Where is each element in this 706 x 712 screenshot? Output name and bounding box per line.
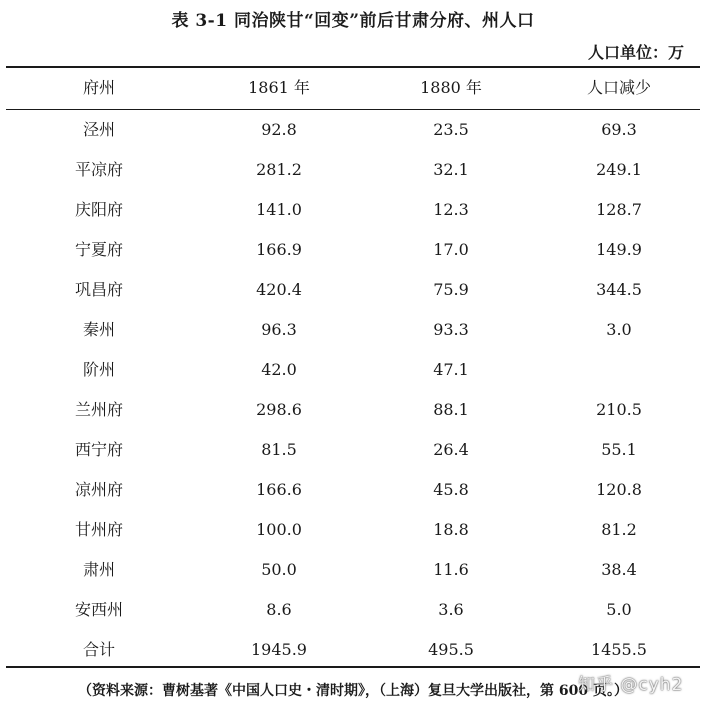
cell-prefecture: 庆阳府 bbox=[74, 200, 123, 219]
cell-prefecture: 西宁府 bbox=[74, 440, 123, 459]
cell-prefecture: 宁夏府 bbox=[74, 240, 123, 259]
cell-decrease: 149.9 bbox=[596, 240, 642, 259]
cell-1861: 92.8 bbox=[261, 120, 297, 139]
cell-prefecture: 肃州 bbox=[82, 560, 115, 579]
cell-prefecture: 兰州府 bbox=[74, 400, 123, 419]
table-row bbox=[6, 516, 700, 556]
cell-1880: 17.0 bbox=[433, 240, 469, 259]
cell-1880: 23.5 bbox=[433, 120, 469, 139]
cell-1861: 298.6 bbox=[256, 400, 302, 419]
cell-1880: 3.6 bbox=[438, 600, 464, 619]
cell-decrease: 38.4 bbox=[601, 560, 637, 579]
cell-1861: 1945.9 bbox=[251, 640, 307, 659]
cell-1861: 141.0 bbox=[256, 200, 302, 219]
cell-decrease: 210.5 bbox=[596, 400, 642, 419]
cell-prefecture: 合计 bbox=[82, 640, 115, 659]
table-body bbox=[6, 116, 700, 676]
source-note: （资料来源：曹树基著《中国人口史・清时期》，（上海）复旦大学出版社，第 600 页。） bbox=[78, 683, 628, 699]
cell-1880: 18.8 bbox=[433, 520, 469, 539]
header-prefecture: 府州 bbox=[82, 78, 115, 97]
cell-1861: 81.5 bbox=[261, 440, 297, 459]
table-row bbox=[6, 476, 700, 516]
cell-decrease: 344.5 bbox=[596, 280, 642, 299]
header-decrease: 人口减少 bbox=[586, 78, 651, 97]
cell-1861: 420.4 bbox=[256, 280, 302, 299]
cell-1861: 166.6 bbox=[256, 480, 302, 499]
table-row bbox=[6, 356, 700, 396]
header-1861: 1861 年 bbox=[248, 78, 310, 97]
table-row bbox=[6, 276, 700, 316]
cell-prefecture: 秦州 bbox=[82, 320, 115, 339]
cell-decrease: 128.7 bbox=[596, 200, 642, 219]
table-row bbox=[6, 596, 700, 636]
table-row bbox=[6, 436, 700, 476]
cell-1880: 32.1 bbox=[433, 160, 469, 179]
cell-1861: 166.9 bbox=[256, 240, 302, 259]
header-rule bbox=[6, 109, 700, 110]
cell-decrease: 3.0 bbox=[606, 320, 632, 339]
table-row bbox=[6, 396, 700, 436]
cell-1880: 75.9 bbox=[433, 280, 469, 299]
cell-decrease: 249.1 bbox=[596, 160, 642, 179]
watermark: 知乎 @cyh2 bbox=[578, 675, 684, 695]
cell-decrease: 1455.5 bbox=[591, 640, 647, 659]
table-row bbox=[6, 556, 700, 596]
cell-decrease: 69.3 bbox=[601, 120, 637, 139]
cell-1880: 11.6 bbox=[433, 560, 469, 579]
top-rule bbox=[6, 66, 700, 68]
cell-1861: 100.0 bbox=[256, 520, 302, 539]
cell-1880: 26.4 bbox=[433, 440, 469, 459]
cell-1861: 281.2 bbox=[256, 160, 302, 179]
cell-1880: 47.1 bbox=[433, 360, 469, 379]
cell-decrease: 81.2 bbox=[601, 520, 637, 539]
table-row bbox=[6, 236, 700, 276]
cell-1880: 495.5 bbox=[428, 640, 474, 659]
cell-prefecture: 凉州府 bbox=[74, 480, 123, 499]
table-row bbox=[6, 196, 700, 236]
cell-decrease: 5.0 bbox=[606, 600, 632, 619]
cell-decrease: 120.8 bbox=[596, 480, 642, 499]
table-row bbox=[6, 116, 700, 156]
cell-decrease: 55.1 bbox=[601, 440, 637, 459]
cell-1861: 8.6 bbox=[266, 600, 292, 619]
header-1880: 1880 年 bbox=[420, 78, 482, 97]
table-row bbox=[6, 156, 700, 196]
cell-prefecture: 巩昌府 bbox=[74, 280, 123, 299]
cell-1880: 45.8 bbox=[433, 480, 469, 499]
cell-prefecture: 泾州 bbox=[82, 120, 115, 139]
cell-1861: 42.0 bbox=[261, 360, 297, 379]
table-title: 表 3-1 同治陕甘“回变”前后甘肃分府、州人口 bbox=[171, 11, 535, 31]
unit-label: 人口单位：万 bbox=[587, 43, 684, 62]
cell-1861: 50.0 bbox=[261, 560, 297, 579]
table-header bbox=[6, 70, 700, 108]
cell-prefecture: 阶州 bbox=[82, 360, 115, 379]
cell-1880: 93.3 bbox=[433, 320, 469, 339]
cell-1880: 88.1 bbox=[433, 400, 469, 419]
cell-1880: 12.3 bbox=[433, 200, 469, 219]
bottom-rule bbox=[6, 666, 700, 668]
cell-prefecture: 安西州 bbox=[74, 600, 123, 619]
cell-prefecture: 平凉府 bbox=[74, 160, 123, 179]
cell-prefecture: 甘州府 bbox=[74, 520, 123, 539]
cell-1861: 96.3 bbox=[261, 320, 297, 339]
table-row bbox=[6, 316, 700, 356]
